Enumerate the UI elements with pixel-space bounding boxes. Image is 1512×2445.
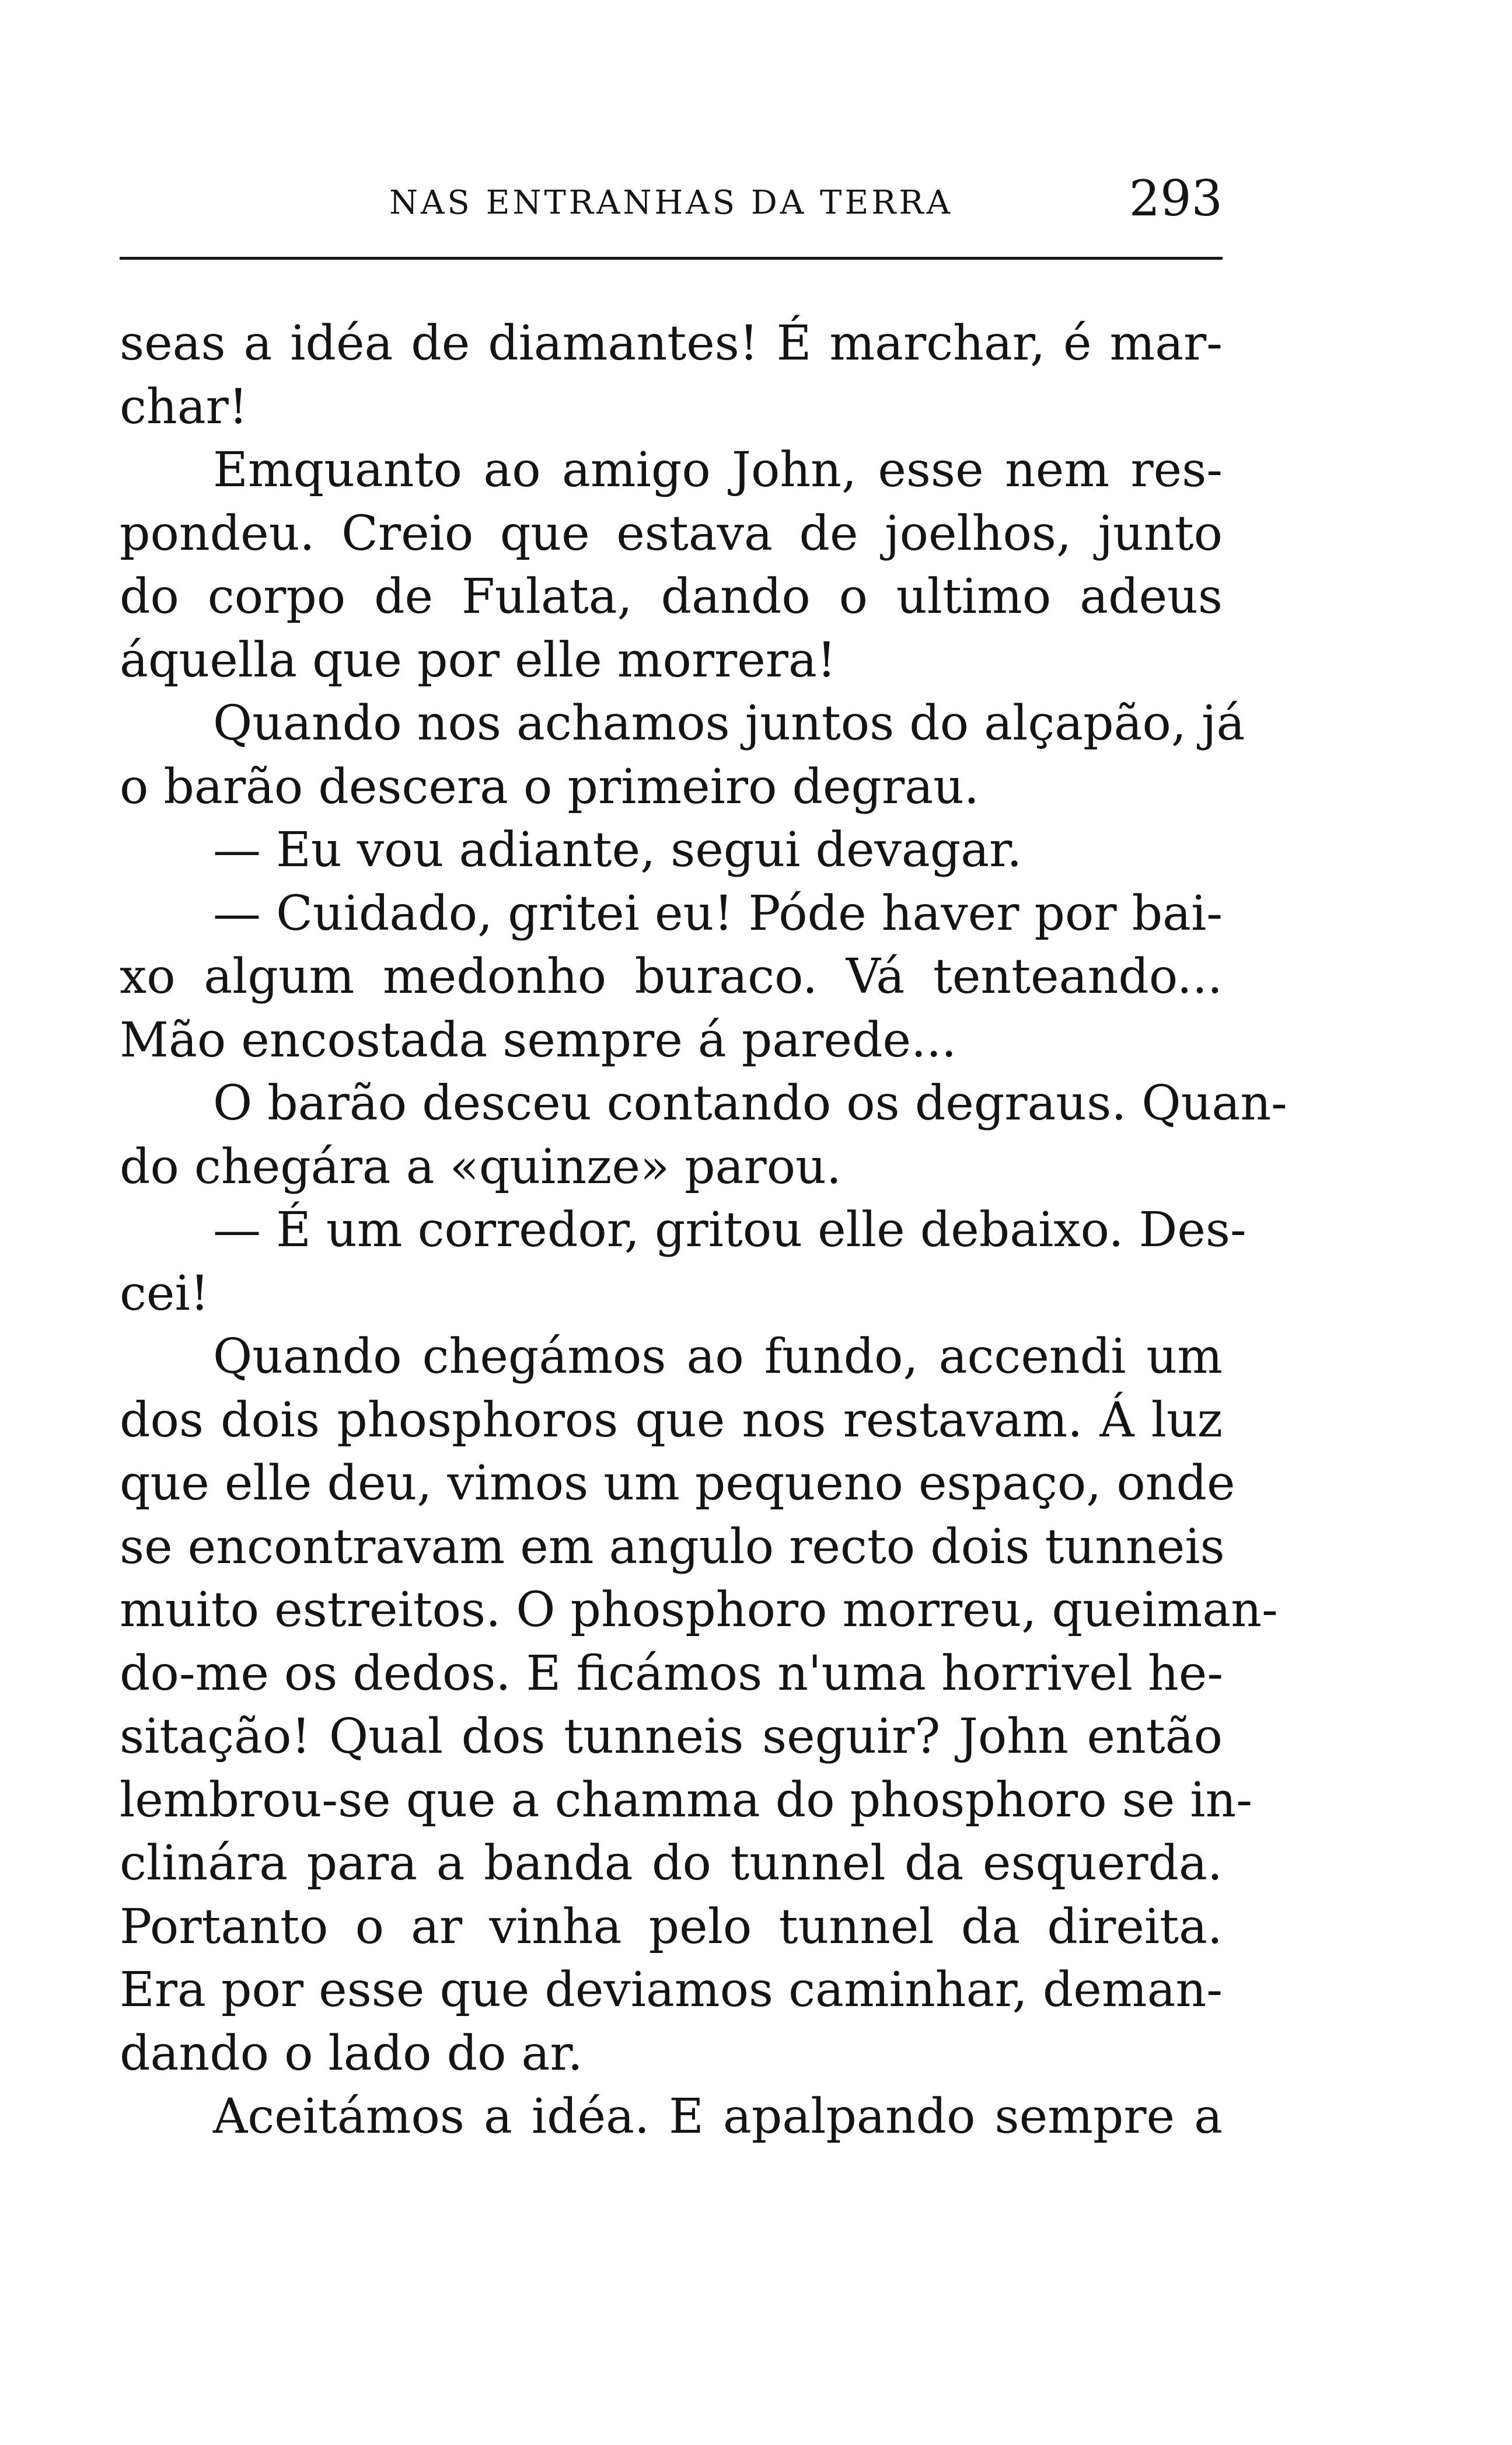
text-line: que elle deu, vimos um pequeno espaço, onde — [120, 1456, 1235, 1511]
text-line: Emquanto ao amigo John, esse nem res- — [213, 442, 1223, 498]
text-line: Mão encostada sempre á parede... — [120, 1012, 957, 1068]
text-line: dos dois phosphoros que nos restavam. Á luz — [120, 1392, 1223, 1448]
text-line: clinára para a banda do tunnel da esquerda. — [120, 1836, 1223, 1891]
text-line: O barão desceu contando os degraus. Quan- — [213, 1076, 1287, 1131]
text-line: o barão descera o primeiro degrau. — [120, 759, 979, 815]
text-line: xo algum medonho buraco. Vá tenteando... — [120, 949, 1223, 1004]
text-line: lembrou-se que a chamma do phosphoro se in- — [120, 1772, 1253, 1828]
text-line: — Cuidado, gritei eu! Póde haver por bai- — [213, 885, 1223, 941]
text-line: do chegára a «quinze» parou. — [120, 1139, 841, 1195]
text-line: Quando chegámos ao fundo, accendi um — [213, 1329, 1223, 1384]
text-line: cei! — [120, 1265, 209, 1321]
text-line: do corpo de Fulata, dando o ultimo adeus — [120, 569, 1223, 625]
text-line: — Eu vou adiante, segui devagar. — [213, 822, 1022, 878]
text-line: sitação! Qual dos tunneis seguir? John então — [120, 1709, 1223, 1764]
text-line: dando o lado do ar. — [120, 2025, 583, 2081]
text-line: Portanto o ar vinha pelo tunnel da direita. — [120, 1899, 1223, 1955]
text-line: muito estreitos. O phosphoro morreu, queiman- — [120, 1582, 1278, 1638]
text-line: Era por esse que deviamos caminhar, deman- — [120, 1962, 1223, 2018]
text-line: seas a idéa de diamantes! É marchar, é mar- — [120, 316, 1223, 371]
header-rule — [120, 257, 1223, 260]
text-line: Aceitámos a idéa. E apalpando sempre a — [213, 2089, 1223, 2144]
text-line: áquella que por elle morrera! — [120, 632, 836, 688]
running-head — [120, 169, 1223, 239]
text-line: char! — [120, 379, 248, 435]
text-line: pondeu. Creio que estava de joelhos, junto — [120, 505, 1223, 561]
text-line: — É um corredor, gritou elle debaixo. Des- — [213, 1202, 1246, 1258]
text-line: Quando nos achamos juntos do alçapão, já — [213, 696, 1245, 751]
text-line: se encontravam em angulo recto dois tunneis — [120, 1519, 1225, 1575]
text-line: do-me os dedos. E ficámos n'uma horrivel he- — [120, 1645, 1224, 1701]
page-number: 293 — [1129, 170, 1223, 227]
running-title: NAS ENTRANHAS DA TERRA — [389, 184, 954, 222]
body-text — [120, 312, 1287, 2149]
